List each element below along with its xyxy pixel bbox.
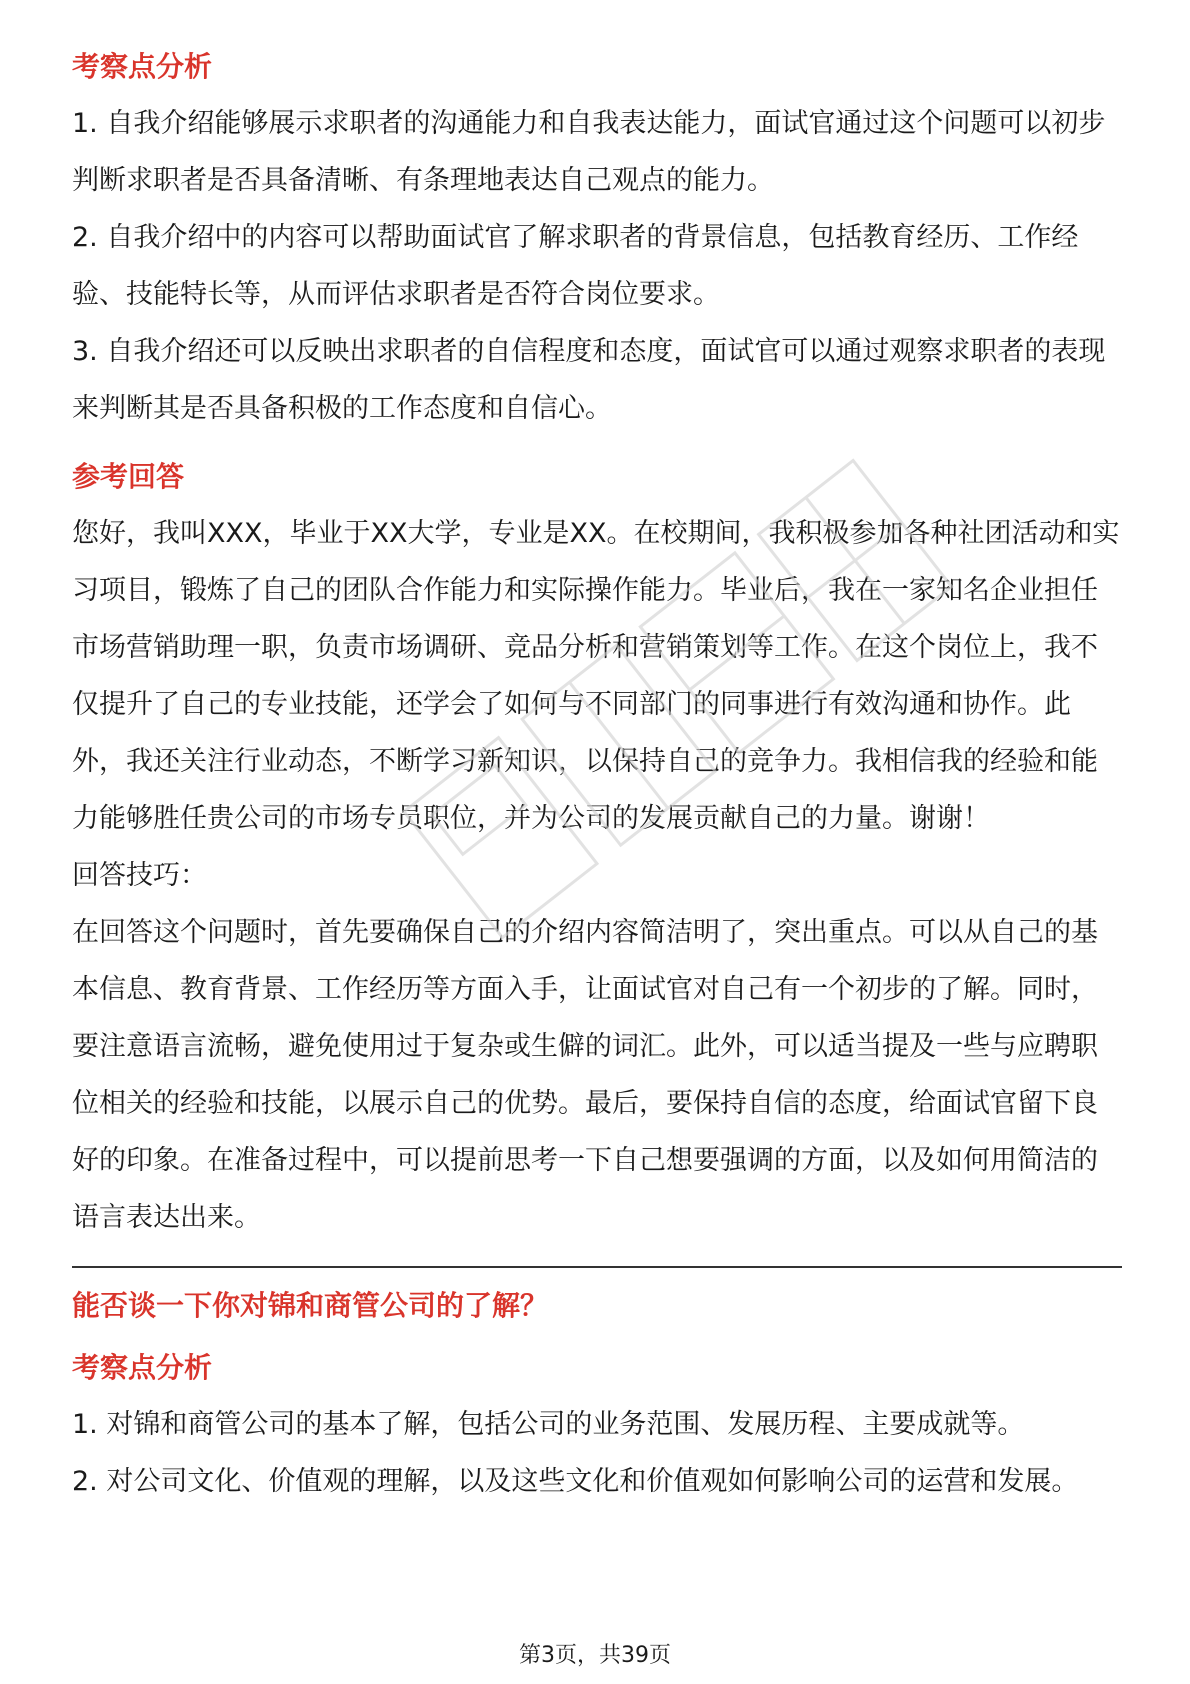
section1-analysis-item-1: 1. 自我介绍能够展示求职者的沟通能力和自我表达能力，面试官通过这个问题可以初步判断求职者是否具备清晰、有条理地表达自己观点的能力。 bbox=[72, 108, 1106, 196]
section2-question: 能否谈一下你对锦和商管公司的了解？ bbox=[72, 1289, 549, 1322]
document-page bbox=[72, 0, 1122, 1510]
section2-analysis-heading: 考察点分析 bbox=[72, 1351, 213, 1384]
section-divider bbox=[72, 1266, 1122, 1268]
section2-analysis-item-2: 2. 对公司文化、价值观的理解，以及这些文化和价值观如何影响公司的运营和发展。 bbox=[72, 1466, 1079, 1497]
section1-tips-text: 在回答这个问题时，首先要确保自己的介绍内容简洁明了，突出重点。可以从自己的基本信息、教育背景、工作经历等方面入手，让面试官对自己有一个初步的了解。同时，要注意语言流畅，避免使用过于复杂或生僻的词汇。此外，可以适当提及一些与应聘职位相关的经验和技能，以展示自己的优势。最后，要保持自信的态度，给面试官留下良好的印象。在准备过程中，可以提前思考一下自己想要强调的方面，以及如何用简洁的语言表达出来。 bbox=[72, 917, 1098, 1233]
section1-analysis-heading: 考察点分析 bbox=[72, 50, 213, 83]
section1-analysis-item-2: 2. 自我介绍中的内容可以帮助面试官了解求职者的背景信息，包括教育经历、工作经验、技能特长等，从而评估求职者是否符合岗位要求。 bbox=[72, 222, 1079, 310]
section1-answer-text: 您好，我叫XXX，毕业于XX大学，专业是XX。在校期间，我积极参加各种社团活动和实习项目，锻炼了自己的团队合作能力和实际操作能力。毕业后，我在一家知名企业担任市场营销助理一职，负责市场调研、竞品分析和营销策划等工作。在这个岗位上，我不仅提升了自己的专业技能，还学会了如何与不同部门的同事进行有效沟通和协作。此外，我还关注行业动态，不断学习新知识，以保持自己的竞争力。我相信我的经验和能力能够胜任贵公司的市场专员职位，并为公司的发展贡献自己的力量。谢谢！ bbox=[72, 518, 1120, 834]
section1-tips-label: 回答技巧： bbox=[72, 860, 207, 891]
section1-analysis-item-3: 3. 自我介绍还可以反映出求职者的自信程度和态度，面试官可以通过观察求职者的表现来判断其是否具备积极的工作态度和自信心。 bbox=[72, 336, 1106, 424]
page-footer: 第3页，共39页 bbox=[519, 1643, 671, 1668]
section2-analysis-item-1: 1. 对锦和商管公司的基本了解，包括公司的业务范围、发展历程、主要成就等。 bbox=[72, 1409, 1025, 1440]
section1-answer-heading: 参考回答 bbox=[72, 460, 185, 493]
